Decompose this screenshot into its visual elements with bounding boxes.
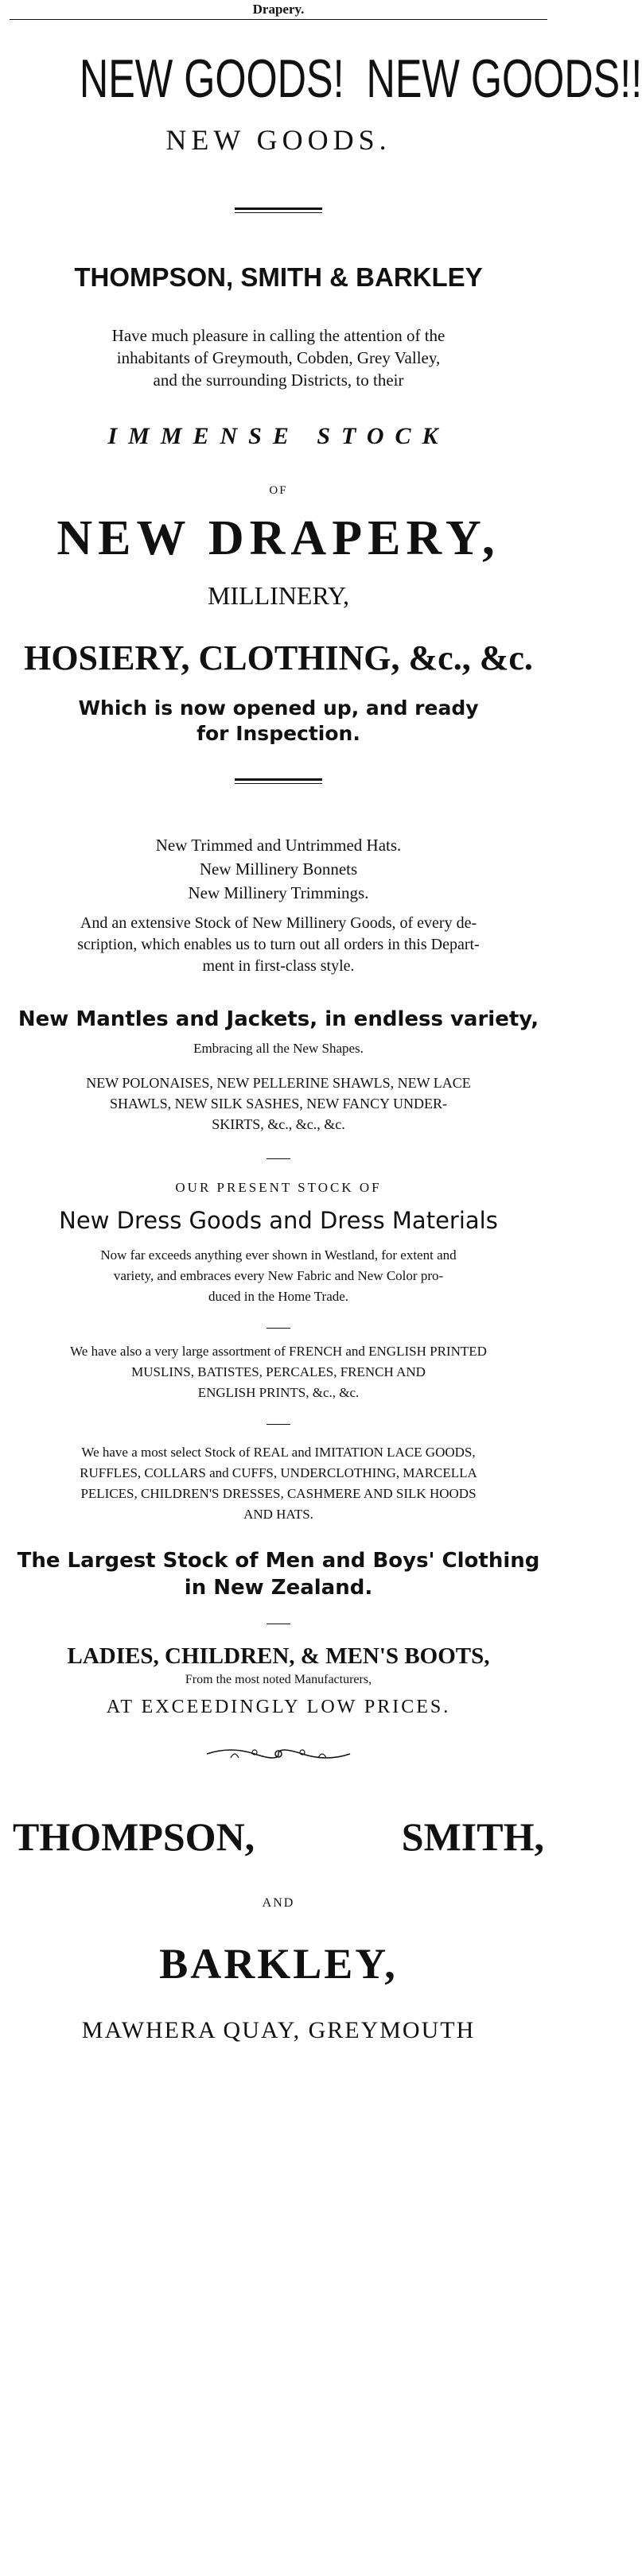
present-stock [10,1180,547,1234]
boots-prices: AT EXCEEDINGLY LOW PRICES. [106,1697,451,1717]
hats-item: New Millinery Trimmings. [188,883,369,902]
dress-goods-heading: New Dress Goods and Dress Materials [59,1207,498,1234]
immense-stock-heading: IMMENSE STOCK [107,423,449,449]
divider [267,1328,290,1329]
hats-item: New Millinery Bonnets [199,859,358,879]
divider [235,778,322,784]
lace-paragraph: We have a most select Stock of REAL and IMITATION LACE GOODS, RUFFLES, COLLARS and CUFFS, UNDERCLOTHING, MARCELLA PELICES, CHILDREN'S DRESSES, CASHMERE AND SILK HOODS AND HATS. [80,1445,477,1522]
muslins-paragraph: We have also a very large assortment of FRENCH and ENGLISH PRINTED MUSLINS, BATISTES, PERCALES, FRENCH AND ENGLISH PRINTS, &c., &c. [70,1344,487,1400]
dress-paragraph: Now far exceeds anything ever shown in Westland, for extent and variety, and embraces every New Fabric and New Color pro- duced in the Home Trade. [100,1247,457,1304]
section-title: Drapery. [252,2,305,17]
hosiery-clothing [10,638,547,678]
section-header [10,0,547,20]
of-label: OF [269,484,288,497]
divider [235,208,322,213]
address [10,2017,547,2044]
present-stock-label: OUR PRESENT STOCK OF [175,1180,382,1195]
intro-line: Have much pleasure in calling the attention of the [111,326,446,345]
headline-new-goods: NEW GOODS! NEW GOODS!! [79,48,642,109]
opened-notice: Which is now opened up, and ready for Inspection. [78,696,479,745]
millinery-paragraph: And an extensive Stock of New Millinery Goods, of every de- scription, which enables us to turn out all orders in this Depart- ment in first-class style. [77,914,480,975]
firm-barkley-heading: BARKLEY, [159,1940,398,1988]
scroll-ornament-icon [199,1742,358,1766]
new-drapery-heading: NEW DRAPERY, [56,511,500,565]
millinery [10,581,547,611]
firm-name-top [10,262,547,293]
divider [267,1158,290,1159]
headline-new-goods-small: NEW GOODS. [165,124,391,156]
firm-thompson: THOMPSON, [13,1814,255,1859]
headline-primary [10,48,642,109]
immense-stock [10,423,547,450]
firm-title: THOMPSON, SMITH & BARKLEY [74,262,483,292]
firm-name-bottom [10,1814,547,1860]
hats-list [10,833,547,905]
boots-heading: LADIES, CHILDREN, & MEN'S BOOTS, [67,1643,490,1669]
firm-and: AND [262,1896,295,1910]
hosiery-heading: HOSIERY, CLOTHING, &c., &c. [24,638,533,677]
boots-section [10,1643,547,1718]
hats-item: New Trimmed and Untrimmed Hats. [155,836,402,855]
divider [267,1424,290,1425]
clothing-heading: The Largest Stock of Men and Boys' Clothing in New Zealand. [17,1549,540,1600]
intro-line: and the surrounding Districts, to their [153,370,404,390]
boots-subheading: From the most noted Manufacturers, [185,1673,372,1686]
firm-barkley [10,1939,547,1988]
ornament-divider [10,1742,547,1769]
intro-line: inhabitants of Greymouth, Cobden, Grey Valley, [116,348,441,367]
firm-smith: SMITH, [401,1814,544,1859]
intro-paragraph [10,324,547,391]
mantles-heading: New Mantles and Jackets, in endless variety, [18,1007,539,1031]
headline-secondary [10,123,547,157]
new-drapery [10,510,547,567]
millinery-heading: MILLINERY, [207,581,350,610]
polonaises-list: NEW POLONAISES, NEW PELLERINE SHAWLS, NEW LACE SHAWLS, NEW SILK SASHES, NEW FANCY UNDER- SKIRTS, &c., &c., &c. [86,1075,471,1132]
mantles-section [10,1007,547,1057]
mantles-subheading: Embracing all the New Shapes. [193,1041,364,1056]
address-text: MAWHERA QUAY, GREYMOUTH [81,2017,476,2043]
